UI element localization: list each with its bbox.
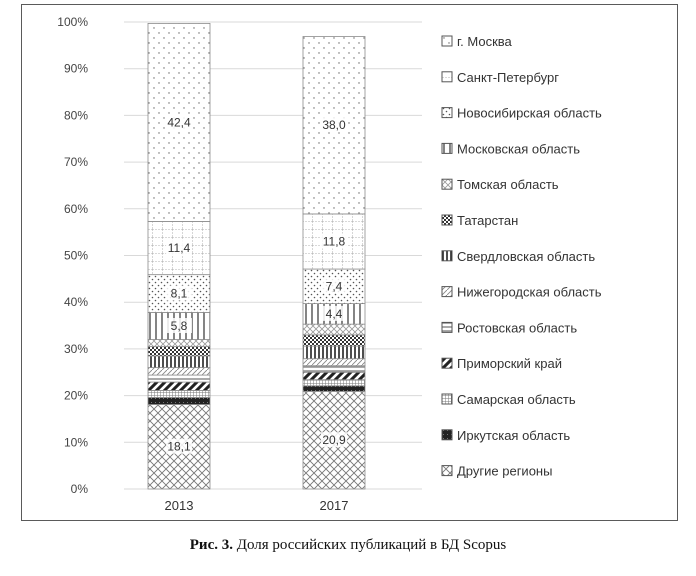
data-label: 4,4 xyxy=(325,306,343,321)
bar-segment xyxy=(303,386,365,392)
y-tick-label: 80% xyxy=(63,108,88,123)
legend-entry: Новосибирская область xyxy=(457,105,602,121)
bar-segment xyxy=(303,335,365,346)
data-label: 7,4 xyxy=(325,279,343,294)
data-label: 42,4 xyxy=(167,115,191,130)
x-category-label: 2013 xyxy=(164,498,194,513)
data-label: 5,8 xyxy=(170,319,188,334)
legend xyxy=(442,34,602,479)
legend-swatch xyxy=(442,143,452,153)
y-tick-label: 60% xyxy=(63,201,88,216)
bar-segment xyxy=(148,356,210,368)
bar-segment xyxy=(148,347,210,356)
bar-segment xyxy=(148,375,210,382)
y-axis-tick-labels xyxy=(57,15,88,496)
data-label: 18,1 xyxy=(167,439,191,454)
legend-swatch xyxy=(442,108,452,118)
legend-swatch xyxy=(442,215,452,225)
y-tick-label: 70% xyxy=(63,155,88,170)
y-tick-label: 0% xyxy=(70,482,88,496)
bar-segment xyxy=(303,324,365,335)
legend-swatch xyxy=(442,36,452,46)
bar-segment xyxy=(303,366,365,373)
y-tick-label: 90% xyxy=(63,61,88,76)
legend-swatch xyxy=(442,179,452,189)
bar-segment xyxy=(148,368,210,375)
legend-entry: Нижегородская область xyxy=(457,284,602,300)
legend-swatch xyxy=(442,72,452,82)
data-label: 8,1 xyxy=(170,286,188,301)
legend-entry: Другие регионы xyxy=(457,463,553,479)
data-label: 20,9 xyxy=(322,433,346,448)
stacked-bar-chart xyxy=(22,5,679,522)
bar-segment xyxy=(148,340,210,347)
legend-entry: Самарская область xyxy=(457,392,576,407)
x-axis-category-labels xyxy=(165,498,349,513)
x-category-label: 2017 xyxy=(319,498,349,513)
y-tick-label: 40% xyxy=(63,295,88,310)
bar-segment xyxy=(303,380,365,386)
y-tick-label: 100% xyxy=(57,15,88,29)
legend-entry: Свердловская область xyxy=(457,248,596,264)
y-tick-label: 10% xyxy=(63,435,88,450)
caption-prefix: Рис. 3. xyxy=(189,537,233,553)
legend-swatch xyxy=(442,358,452,368)
bar-segment xyxy=(303,346,365,359)
bar-segment xyxy=(303,372,365,379)
legend-entry: г. Москва xyxy=(457,34,512,49)
bar-segments xyxy=(148,23,365,489)
bar-segment xyxy=(148,390,210,397)
caption-text: Доля российских публикаций в БД Scopus xyxy=(232,537,507,553)
figure-caption xyxy=(0,537,696,554)
legend-entry: Иркутская область xyxy=(457,427,571,443)
legend-swatch xyxy=(442,287,452,297)
legend-swatch xyxy=(442,251,452,261)
data-label: 11,4 xyxy=(167,241,191,256)
data-label: 11,8 xyxy=(322,234,346,249)
data-label: 38,0 xyxy=(322,118,346,133)
legend-swatch xyxy=(442,430,452,440)
legend-entry: Ростовская область xyxy=(457,320,578,336)
legend-entry: Приморский край xyxy=(457,356,562,372)
bar-segment xyxy=(303,359,365,366)
y-tick-label: 30% xyxy=(63,341,88,356)
legend-swatch xyxy=(442,466,452,476)
chart-frame xyxy=(21,4,678,521)
bar-segment xyxy=(148,382,210,390)
y-tick-label: 50% xyxy=(63,248,88,263)
legend-swatch xyxy=(442,394,452,404)
legend-entry: Московская область xyxy=(457,141,581,157)
legend-entry: Санкт-Петербург xyxy=(457,69,559,85)
bar-segment xyxy=(148,397,210,404)
y-tick-label: 20% xyxy=(63,388,88,403)
legend-entry: Татарстан xyxy=(457,213,519,228)
legend-swatch xyxy=(442,322,452,332)
legend-entry: Томская область xyxy=(457,177,559,193)
